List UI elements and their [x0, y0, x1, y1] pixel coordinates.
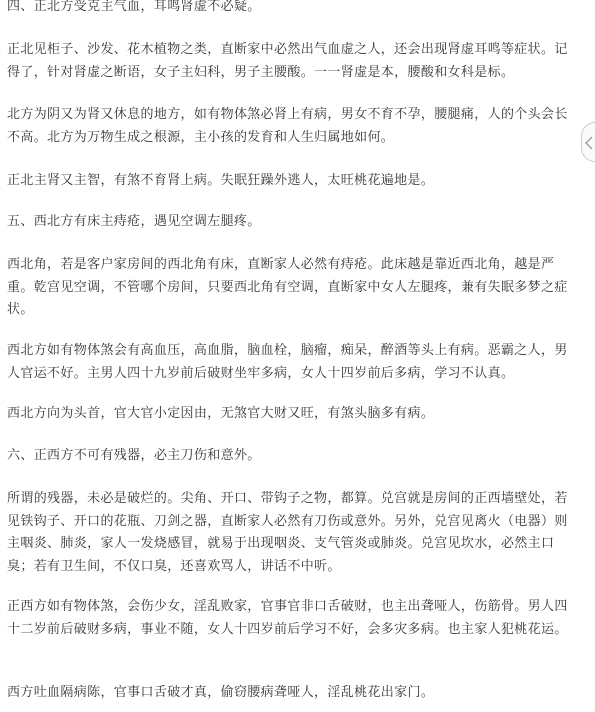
paragraph-northwest-bed: 西北角，若是客户家房间的西北角有床，直断家人必然有痔疮。此床越是靠近西北角，越是严重。乾宫见空调，不管哪个房间，只要西北角有空调，直断家中女人左腿疼，兼有失眠多梦之症状。	[7, 257, 568, 317]
heading-west: 六、正西方不可有残器，必主刀伤和意外。	[7, 448, 261, 463]
paragraph-west-vessels: 所谓的残器，未必是破烂的。尖角、开口、带钩子之物，都算。兑宫就是房间的正西墙壁处，若见铁钩子、开口的花瓶、刀剑之器，直断家人必然有刀伤或意外。另外，兑宫见离火（电器）则主咽炎、肺炎，家人一发烧感冒，就易于出现咽炎、支气管炎或肺炎。兑宫见坎水，必然主口臭；若有卫生间，不仅口臭，还喜欢骂人，讲话不中听。	[7, 491, 568, 574]
heading-northwest: 五、西北方有床主痔疮，遇见空调左腿疼。	[7, 214, 261, 229]
paragraph-north-furniture: 正北见柜子、沙发、花木植物之类，直断家中必然出气血虚之人，还会出现肾虚耳鸣等症状。记得了，针对肾虚之断语，女子主妇科，男子主腰酸。一一肾虚是本，腰酸和女科是标。	[7, 42, 568, 80]
paragraph-north-kidney: 北方为阴又为肾又休息的地方，如有物体煞必肾上有病，男女不育不孕，腰腿痛，人的个头会长不高。北方为万物生成之根源，主小孩的发育和人生归属地如何。	[7, 107, 568, 145]
heading-north: 四、正北方受克主气血，耳鸣肾虚不必疑。	[7, 0, 261, 14]
verse-west: 西方吐血隔病陈，官事口舌破才真，偷窃腰病聋哑人，淫乱桃花出家门。	[7, 685, 435, 700]
verse-northwest: 西北方向为头首，官大官小定因由，无煞官大财又旺，有煞头脑多有病。	[7, 406, 435, 421]
verse-north: 正北主肾又主智，有煞不育肾上病。失眠狂躁外逃人，太旺桃花遍地是。	[7, 173, 435, 188]
side-collapse-tab[interactable]	[581, 122, 595, 162]
paragraph-west-object: 正西方如有物体煞，会伤少女，淫乱败家，官事官非口舌破财，也主出聋哑人，伤筋骨。男人四十二岁前后破财多病，事业不随，女人十四岁前后学习不好，会多灾多病。也主家人犯桃花运。	[7, 599, 568, 637]
paragraph-northwest-object: 西北方如有物体煞会有高血压，高血脂，脑血栓，脑瘤，痴呆，醉酒等头上有病。恶霸之人，男人官运不好。主男人四十九岁前后破财坐牢多病，女人十四岁前后多病，学习不认真。	[7, 343, 568, 381]
